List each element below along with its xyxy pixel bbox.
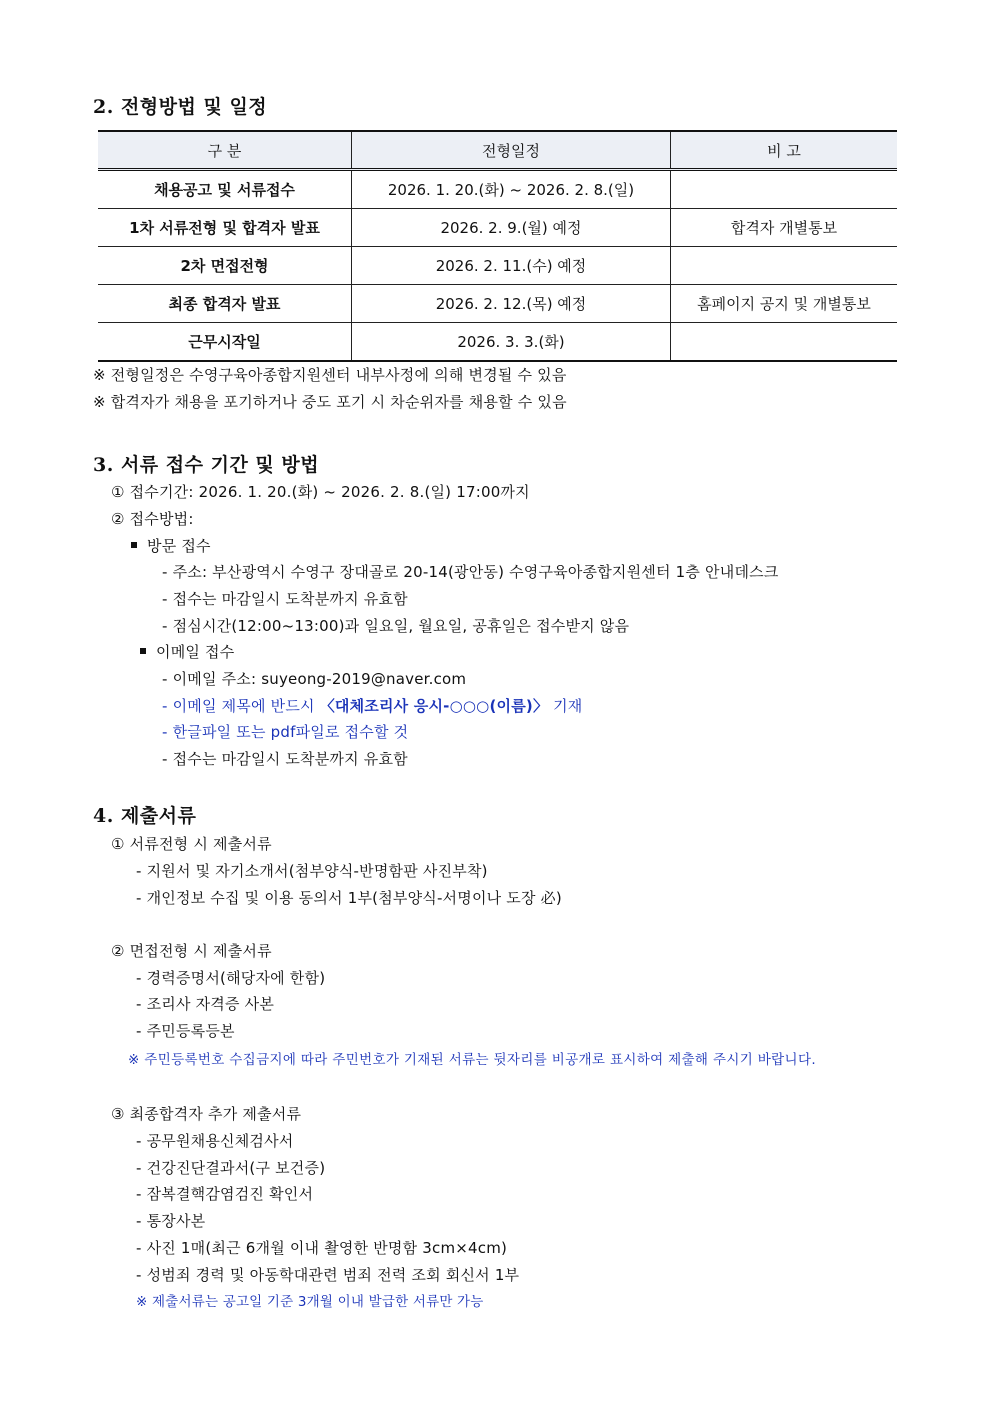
schedule-table — [98, 130, 897, 362]
square-bullet-icon — [140, 648, 146, 654]
schedule-note-1: ※ 전형일정은 수영구육아종합지원센터 내부사정에 의해 변경될 수 있음 — [93, 366, 567, 384]
section-4-title: 4. 제출서류 — [93, 805, 197, 827]
row-date: 2026. 2. 11.(수) 예정 — [352, 247, 671, 285]
section-2-title: 2. 전형방법 및 일정 — [93, 96, 268, 118]
table-row — [98, 285, 897, 323]
visit-closed-hours: - 점심시간(12:00~13:00)과 일요일, 월요일, 공휴일은 접수받지 않음 — [162, 617, 630, 635]
row-note — [671, 323, 898, 362]
doc3-item: - 사진 1매(최근 6개월 이내 촬영한 반명함 3cm×4cm) — [136, 1239, 508, 1257]
table-row — [98, 170, 897, 209]
row-date: 2026. 2. 9.(월) 예정 — [352, 209, 671, 247]
email-address: - 이메일 주소: suyeong-2019@naver.com — [162, 670, 467, 688]
doc3-item: - 통장사본 — [136, 1212, 206, 1230]
application-method: ② 접수방법: — [111, 510, 194, 528]
doc3-item: - 공무원채용신체검사서 — [136, 1132, 294, 1150]
row-label: 2차 면접전형 — [98, 247, 352, 285]
email-subject-rule: - 이메일 제목에 반드시 〈대체조리사 응시-○○○(이름)〉 기재 — [162, 697, 583, 715]
doc3-title: ③ 최종합격자 추가 제출서류 — [111, 1105, 302, 1123]
email-deadline: - 접수는 마감일시 도착분까지 유효함 — [162, 750, 408, 768]
visit-deadline: - 접수는 마감일시 도착분까지 유효함 — [162, 590, 408, 608]
visit-address: - 주소: 부산광역시 수영구 장대골로 20-14(광안동) 수영구육아종합지원센터 1층 안내데스크 — [162, 563, 779, 581]
row-note: 홈페이지 공지 및 개별통보 — [671, 285, 898, 323]
section-3-title: 3. 서류 접수 기간 및 방법 — [93, 454, 320, 476]
table-row — [98, 323, 897, 362]
doc2-item: - 조리사 자격증 사본 — [136, 995, 275, 1013]
doc3-item: - 성범죄 경력 및 아동학대관련 범죄 전력 조회 회신서 1부 — [136, 1266, 520, 1284]
row-note: 합격자 개별통보 — [671, 209, 898, 247]
row-label: 최종 합격자 발표 — [98, 285, 352, 323]
row-date: 2026. 3. 3.(화) — [352, 323, 671, 362]
doc2-resident-number-note: ※ 주민등록번호 수집금지에 따라 주민번호가 기재된 서류는 뒷자리를 비공개로 표시하여 제출해 주시기 바랍니다. — [128, 1052, 816, 1068]
doc2-item: - 경력증명서(해당자에 한함) — [136, 969, 326, 987]
header-note: 비 고 — [671, 131, 898, 170]
header-category: 구 분 — [98, 131, 352, 170]
schedule-note-2: ※ 합격자가 채용을 포기하거나 중도 포기 시 차순위자를 채용할 수 있음 — [93, 393, 567, 411]
doc3-item: - 잠복결핵감염검진 확인서 — [136, 1185, 314, 1203]
doc3-issue-date-note: ※ 제출서류는 공고일 기준 3개월 이내 발급한 서류만 가능 — [136, 1294, 484, 1310]
row-date: 2026. 1. 20.(화) ~ 2026. 2. 8.(일) — [352, 170, 671, 209]
doc1-item: - 지원서 및 자기소개서(첨부양식-반명함판 사진부착) — [136, 862, 488, 880]
doc1-title: ① 서류전형 시 제출서류 — [111, 835, 272, 853]
table-header-row — [98, 131, 897, 170]
application-period: ① 접수기간: 2026. 1. 20.(화) ~ 2026. 2. 8.(일) 17:00까지 — [111, 483, 530, 501]
row-label: 채용공고 및 서류접수 — [98, 170, 352, 209]
visit-title: 방문 접수 — [131, 535, 211, 556]
email-file-format: - 한글파일 또는 pdf파일로 접수할 것 — [162, 723, 409, 741]
email-subject-format: 〈대체조리사 응시-○○○(이름)〉 — [319, 697, 549, 715]
email-title: 이메일 접수 — [140, 641, 234, 662]
doc3-item: - 건강진단결과서(구 보건증) — [136, 1159, 326, 1177]
doc1-item: - 개인정보 수집 및 이용 동의서 1부(첨부양식-서명이나 도장 必) — [136, 889, 562, 907]
row-label: 근무시작일 — [98, 323, 352, 362]
header-schedule: 전형일정 — [352, 131, 671, 170]
row-note — [671, 247, 898, 285]
row-date: 2026. 2. 12.(목) 예정 — [352, 285, 671, 323]
doc2-title: ② 면접전형 시 제출서류 — [111, 942, 272, 960]
table-row — [98, 247, 897, 285]
square-bullet-icon — [131, 542, 137, 548]
row-label: 1차 서류전형 및 합격자 발표 — [98, 209, 352, 247]
doc2-item: - 주민등록등본 — [136, 1022, 235, 1040]
row-note — [671, 170, 898, 209]
table-row — [98, 209, 897, 247]
